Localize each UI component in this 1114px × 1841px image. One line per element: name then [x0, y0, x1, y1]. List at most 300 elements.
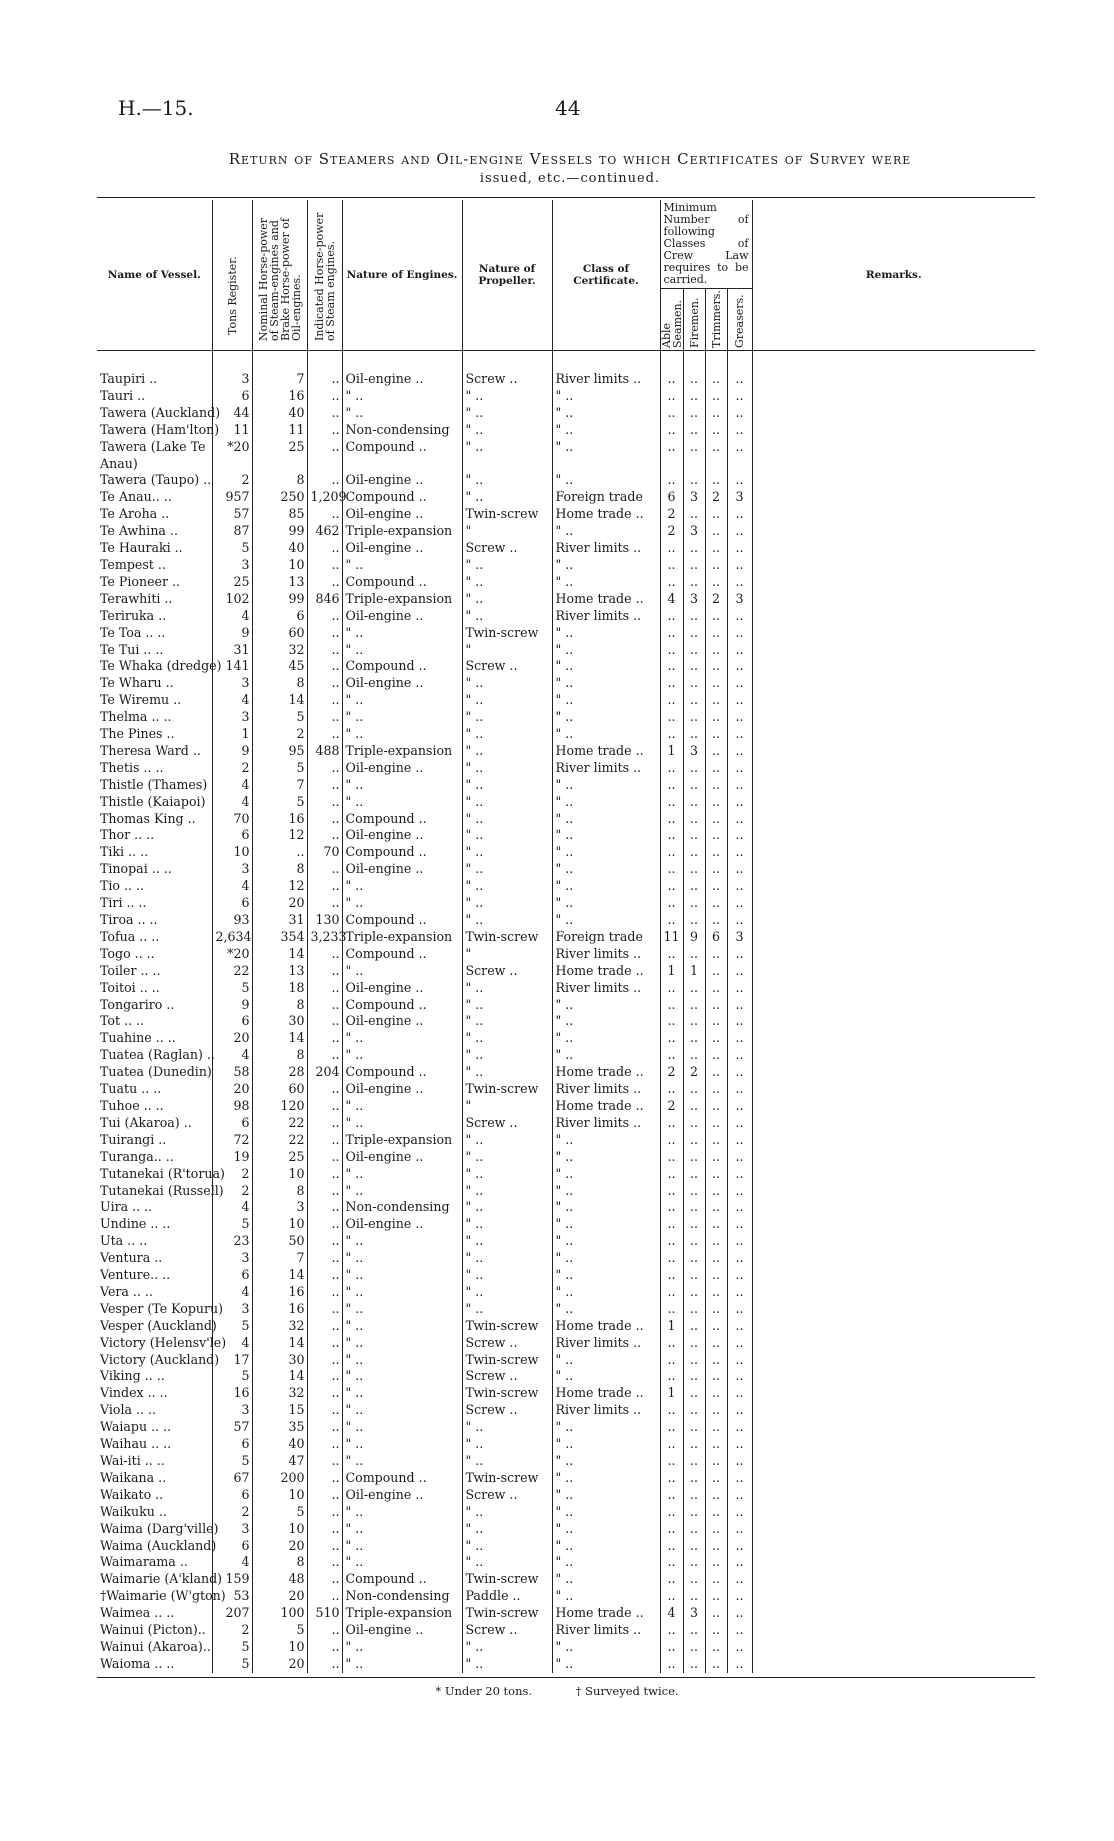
cell-remarks: [752, 1013, 1035, 1030]
cell-vessel-name: Tot .. ..: [97, 1013, 212, 1030]
cell-nature-of-propeller: " ..: [462, 1149, 552, 1166]
cell-firemen: ..: [683, 557, 705, 574]
cell-remarks: [752, 1301, 1035, 1318]
cell-nature-of-engines: " ..: [342, 1554, 462, 1571]
cell-vessel-name: Tawera (Auckland): [97, 405, 212, 422]
cell-nature-of-propeller: " ..: [462, 1132, 552, 1149]
cell-tons-register: 2: [212, 1166, 252, 1183]
cell-nature-of-propeller: " ..: [462, 1453, 552, 1470]
cell-nature-of-propeller: " ..: [462, 422, 552, 439]
cell-firemen: ..: [683, 1521, 705, 1538]
cell-firemen: ..: [683, 1132, 705, 1149]
cell-nature-of-engines: " ..: [342, 1335, 462, 1352]
cell-trimmers: ..: [705, 1098, 727, 1115]
cell-remarks: [752, 506, 1035, 523]
cell-nature-of-engines: " ..: [342, 1538, 462, 1555]
cell-class-of-certificate: " ..: [552, 1453, 660, 1470]
cell-trimmers: ..: [705, 540, 727, 557]
cell-nominal-horse-power: 8: [252, 861, 307, 878]
cell-class-of-certificate: Home trade ..: [552, 743, 660, 760]
cell-nature-of-propeller: " ..: [462, 827, 552, 844]
cell-indicated-horse-power: ..: [307, 1149, 342, 1166]
table-row: [97, 1385, 1035, 1402]
cell-nominal-horse-power: 8: [252, 675, 307, 692]
cell-class-of-certificate: " ..: [552, 557, 660, 574]
cell-firemen: ..: [683, 472, 705, 489]
cell-firemen: ..: [683, 844, 705, 861]
cell-remarks: [752, 1030, 1035, 1047]
cell-indicated-horse-power: ..: [307, 794, 342, 811]
cell-nature-of-engines: " ..: [342, 1318, 462, 1335]
cell-class-of-certificate: " ..: [552, 1301, 660, 1318]
cell-class-of-certificate: " ..: [552, 1199, 660, 1216]
cell-vessel-name: Waimarie (A'kland): [97, 1571, 212, 1588]
cell-firemen: ..: [683, 1335, 705, 1352]
cell-greasers: ..: [727, 1064, 752, 1081]
cell-able-seamen: ..: [660, 1132, 683, 1149]
cell-nature-of-propeller: " ..: [462, 726, 552, 743]
cell-class-of-certificate: Foreign trade: [552, 929, 660, 946]
cell-vessel-name: Tongariro ..: [97, 997, 212, 1014]
cell-nature-of-propeller: " ..: [462, 794, 552, 811]
cell-vessel-name: Tiroa .. ..: [97, 912, 212, 929]
cell-indicated-horse-power: ..: [307, 1132, 342, 1149]
cell-vessel-name: Tuatu .. ..: [97, 1081, 212, 1098]
table-row: [97, 1538, 1035, 1555]
cell-tons-register: 31: [212, 642, 252, 659]
cell-indicated-horse-power: ..: [307, 388, 342, 405]
cell-vessel-name: Tuahine .. ..: [97, 1030, 212, 1047]
table-row: [97, 1470, 1035, 1487]
cell-able-seamen: [660, 456, 683, 473]
cell-class-of-certificate: " ..: [552, 1250, 660, 1267]
cell-vessel-name: Viking .. ..: [97, 1368, 212, 1385]
cell-vessel-name: Tawera (Taupo) ..: [97, 472, 212, 489]
cell-trimmers: ..: [705, 1335, 727, 1352]
cell-firemen: ..: [683, 980, 705, 997]
cell-indicated-horse-power: ..: [307, 1521, 342, 1538]
cell-greasers: ..: [727, 371, 752, 388]
cell-class-of-certificate: " ..: [552, 895, 660, 912]
cell-nature-of-propeller: Twin-screw: [462, 1385, 552, 1402]
cell-able-seamen: ..: [660, 642, 683, 659]
table-row: [97, 1047, 1035, 1064]
cell-class-of-certificate: " ..: [552, 811, 660, 828]
cell-greasers: ..: [727, 1487, 752, 1504]
cell-trimmers: ..: [705, 1166, 727, 1183]
cell-able-seamen: ..: [660, 540, 683, 557]
cell-firemen: ..: [683, 1318, 705, 1335]
cell-nominal-horse-power: 32: [252, 1385, 307, 1402]
cell-nominal-horse-power: 16: [252, 388, 307, 405]
cell-able-seamen: ..: [660, 827, 683, 844]
cell-trimmers: ..: [705, 1047, 727, 1064]
cell-remarks: [752, 1064, 1035, 1081]
cell-vessel-name: Togo .. ..: [97, 946, 212, 963]
cell-remarks: [752, 523, 1035, 540]
cell-nature-of-engines: Oil-engine ..: [342, 675, 462, 692]
cell-trimmers: ..: [705, 1622, 727, 1639]
cell-indicated-horse-power: ..: [307, 1267, 342, 1284]
cell-nature-of-propeller: " ..: [462, 895, 552, 912]
cell-indicated-horse-power: ..: [307, 1622, 342, 1639]
cell-able-seamen: ..: [660, 1622, 683, 1639]
cell-vessel-name: Thistle (Kaiapoi): [97, 794, 212, 811]
cell-able-seamen: ..: [660, 371, 683, 388]
cell-class-of-certificate: " ..: [552, 844, 660, 861]
cell-nature-of-engines: Compound ..: [342, 811, 462, 828]
cell-nature-of-engines: Oil-engine ..: [342, 760, 462, 777]
cell-nature-of-engines: Compound ..: [342, 574, 462, 591]
cell-vessel-name: Te Wiremu ..: [97, 692, 212, 709]
cell-nature-of-propeller: " ..: [462, 878, 552, 895]
cell-able-seamen: ..: [660, 895, 683, 912]
cell-nominal-horse-power: 32: [252, 642, 307, 659]
cell-nature-of-propeller: " ..: [462, 743, 552, 760]
footnote-under-20-tons: * Under 20 tons.: [435, 1684, 533, 1698]
cell-greasers: ..: [727, 1656, 752, 1673]
cell-trimmers: ..: [705, 709, 727, 726]
cell-greasers: ..: [727, 405, 752, 422]
cell-firemen: ..: [683, 1453, 705, 1470]
cell-greasers: ..: [727, 1470, 752, 1487]
cell-tons-register: 53: [212, 1588, 252, 1605]
cell-remarks: [752, 1166, 1035, 1183]
col-header-remarks: Remarks.: [752, 200, 1035, 351]
table-row: [97, 1166, 1035, 1183]
cell-remarks: [752, 675, 1035, 692]
cell-indicated-horse-power: ..: [307, 1081, 342, 1098]
cell-vessel-name: Tuirangi ..: [97, 1132, 212, 1149]
cell-greasers: ..: [727, 963, 752, 980]
cell-greasers: ..: [727, 794, 752, 811]
cell-nature-of-engines: " ..: [342, 1368, 462, 1385]
cell-able-seamen: ..: [660, 1199, 683, 1216]
cell-firemen: ..: [683, 439, 705, 456]
table-row: [97, 827, 1035, 844]
table-row: [97, 743, 1035, 760]
cell-greasers: ..: [727, 827, 752, 844]
cell-nature-of-engines: Compound ..: [342, 946, 462, 963]
cell-vessel-name: Turanga.. ..: [97, 1149, 212, 1166]
cell-vessel-name: Waikana ..: [97, 1470, 212, 1487]
cell-greasers: ..: [727, 844, 752, 861]
cell-firemen: ..: [683, 777, 705, 794]
cell-trimmers: ..: [705, 405, 727, 422]
cell-remarks: [752, 1639, 1035, 1656]
cell-nominal-horse-power: 5: [252, 760, 307, 777]
cell-tons-register: 20: [212, 1081, 252, 1098]
cell-indicated-horse-power: ..: [307, 726, 342, 743]
cell-nature-of-propeller: Screw ..: [462, 1335, 552, 1352]
cell-firemen: ..: [683, 1301, 705, 1318]
col-header-ihp: [307, 200, 342, 351]
page-number: 44: [555, 96, 581, 120]
cell-indicated-horse-power: ..: [307, 642, 342, 659]
cell-tons-register: 159: [212, 1571, 252, 1588]
cell-trimmers: ..: [705, 980, 727, 997]
cell-greasers: ..: [727, 1081, 752, 1098]
cell-firemen: ..: [683, 726, 705, 743]
col-header-trimmers: [705, 289, 727, 351]
cell-class-of-certificate: " ..: [552, 574, 660, 591]
cell-nature-of-propeller: ": [462, 642, 552, 659]
cell-tons-register: 5: [212, 540, 252, 557]
cell-tons-register: 9: [212, 625, 252, 642]
cell-greasers: ..: [727, 709, 752, 726]
cell-nature-of-propeller: Twin-screw: [462, 1081, 552, 1098]
cell-trimmers: ..: [705, 1030, 727, 1047]
cell-class-of-certificate: " ..: [552, 827, 660, 844]
cell-trimmers: ..: [705, 963, 727, 980]
cell-vessel-name: Tio .. ..: [97, 878, 212, 895]
cell-indicated-horse-power: ..: [307, 574, 342, 591]
cell-indicated-horse-power: ..: [307, 1250, 342, 1267]
cell-indicated-horse-power: ..: [307, 1301, 342, 1318]
cell-nature-of-engines: " ..: [342, 1098, 462, 1115]
cell-nominal-horse-power: 8: [252, 1183, 307, 1200]
cell-able-seamen: ..: [660, 1368, 683, 1385]
cell-remarks: [752, 591, 1035, 608]
cell-nominal-horse-power: 28: [252, 1064, 307, 1081]
cell-greasers: ..: [727, 1622, 752, 1639]
table-row: [97, 1487, 1035, 1504]
cell-indicated-horse-power: ..: [307, 980, 342, 997]
cell-remarks: [752, 1267, 1035, 1284]
cell-able-seamen: ..: [660, 1030, 683, 1047]
cell-indicated-horse-power: ..: [307, 997, 342, 1014]
cell-firemen: 1: [683, 963, 705, 980]
cell-nature-of-engines: " ..: [342, 1250, 462, 1267]
table-bottom-rule: [97, 1677, 1035, 1678]
cell-indicated-horse-power: ..: [307, 963, 342, 980]
cell-firemen: ..: [683, 1588, 705, 1605]
cell-nominal-horse-power: 7: [252, 371, 307, 388]
cell-tons-register: 3: [212, 1301, 252, 1318]
cell-indicated-horse-power: ..: [307, 557, 342, 574]
cell-firemen: 3: [683, 743, 705, 760]
table-row: [97, 980, 1035, 997]
cell-firemen: ..: [683, 997, 705, 1014]
cell-firemen: 3: [683, 523, 705, 540]
cell-remarks: [752, 1233, 1035, 1250]
cell-class-of-certificate: " ..: [552, 1233, 660, 1250]
cell-trimmers: ..: [705, 1605, 727, 1622]
cell-tons-register: *20: [212, 946, 252, 963]
cell-nature-of-propeller: " ..: [462, 439, 552, 456]
cell-trimmers: ..: [705, 1571, 727, 1588]
cell-remarks: [752, 1149, 1035, 1166]
cell-nature-of-propeller: " ..: [462, 1436, 552, 1453]
cell-nature-of-engines: Oil-engine ..: [342, 472, 462, 489]
cell-nature-of-propeller: " ..: [462, 760, 552, 777]
cell-trimmers: ..: [705, 1402, 727, 1419]
cell-vessel-name: Wainui (Picton)..: [97, 1622, 212, 1639]
cell-trimmers: ..: [705, 1199, 727, 1216]
cell-tons-register: 4: [212, 1199, 252, 1216]
cell-nature-of-engines: " ..: [342, 895, 462, 912]
cell-indicated-horse-power: ..: [307, 827, 342, 844]
cell-firemen: ..: [683, 371, 705, 388]
cell-nature-of-engines: " ..: [342, 557, 462, 574]
cell-trimmers: ..: [705, 642, 727, 659]
cell-able-seamen: ..: [660, 777, 683, 794]
cell-class-of-certificate: " ..: [552, 1030, 660, 1047]
cell-nature-of-propeller: " ..: [462, 489, 552, 506]
cell-firemen: ..: [683, 1554, 705, 1571]
cell-nominal-horse-power: 7: [252, 777, 307, 794]
cell-greasers: ..: [727, 388, 752, 405]
cell-able-seamen: ..: [660, 1521, 683, 1538]
cell-tons-register: 3: [212, 371, 252, 388]
table-row: [97, 1250, 1035, 1267]
table-row: [97, 946, 1035, 963]
cell-nature-of-engines: Oil-engine ..: [342, 1487, 462, 1504]
cell-able-seamen: ..: [660, 912, 683, 929]
cell-tons-register: 72: [212, 1132, 252, 1149]
cell-remarks: [752, 489, 1035, 506]
cell-nature-of-propeller: " ..: [462, 1064, 552, 1081]
cell-nominal-horse-power: 47: [252, 1453, 307, 1470]
cell-nominal-horse-power: 8: [252, 997, 307, 1014]
cell-nominal-horse-power: 16: [252, 811, 307, 828]
cell-able-seamen: ..: [660, 1335, 683, 1352]
table-row: [97, 608, 1035, 625]
cell-nominal-horse-power: 354: [252, 929, 307, 946]
table-row: [97, 506, 1035, 523]
cell-greasers: ..: [727, 1368, 752, 1385]
cell-firemen: 2: [683, 1064, 705, 1081]
cell-able-seamen: 11: [660, 929, 683, 946]
cell-class-of-certificate: " ..: [552, 422, 660, 439]
cell-trimmers: ..: [705, 472, 727, 489]
table-row: [97, 658, 1035, 675]
cell-nominal-horse-power: 13: [252, 574, 307, 591]
cell-able-seamen: ..: [660, 760, 683, 777]
cell-remarks: [752, 1250, 1035, 1267]
cell-nominal-horse-power: 3: [252, 1199, 307, 1216]
cell-tons-register: 6: [212, 895, 252, 912]
cell-nature-of-propeller: [462, 456, 552, 473]
cell-remarks: [752, 1605, 1035, 1622]
cell-class-of-certificate: " ..: [552, 861, 660, 878]
cell-remarks: [752, 1521, 1035, 1538]
cell-vessel-name: The Pines ..: [97, 726, 212, 743]
cell-trimmers: ..: [705, 1639, 727, 1656]
cell-able-seamen: ..: [660, 1233, 683, 1250]
cell-greasers: ..: [727, 1250, 752, 1267]
cell-indicated-horse-power: ..: [307, 608, 342, 625]
cell-nature-of-propeller: " ..: [462, 1183, 552, 1200]
cell-vessel-name: Te Hauraki ..: [97, 540, 212, 557]
cell-tons-register: 9: [212, 997, 252, 1014]
cell-vessel-name: Waikato ..: [97, 1487, 212, 1504]
cell-nature-of-propeller: " ..: [462, 1554, 552, 1571]
cell-firemen: ..: [683, 1166, 705, 1183]
cell-remarks: [752, 1453, 1035, 1470]
cell-nature-of-engines: " ..: [342, 726, 462, 743]
cell-trimmers: 6: [705, 929, 727, 946]
col-header-greasers: [727, 289, 752, 351]
table-row: [97, 1030, 1035, 1047]
cell-tons-register: 141: [212, 658, 252, 675]
cell-vessel-name: Uira .. ..: [97, 1199, 212, 1216]
cell-vessel-name: Tauri ..: [97, 388, 212, 405]
table-row: [97, 1081, 1035, 1098]
cell-remarks: [752, 1436, 1035, 1453]
cell-nominal-horse-power: 8: [252, 472, 307, 489]
cell-remarks: [752, 794, 1035, 811]
cell-nature-of-propeller: Twin-screw: [462, 1605, 552, 1622]
cell-nature-of-engines: Oil-engine ..: [342, 980, 462, 997]
cell-class-of-certificate: " ..: [552, 472, 660, 489]
cell-nature-of-engines: Non-condensing: [342, 1588, 462, 1605]
cell-able-seamen: ..: [660, 878, 683, 895]
cell-firemen: 3: [683, 489, 705, 506]
cell-class-of-certificate: " ..: [552, 1013, 660, 1030]
cell-greasers: ..: [727, 625, 752, 642]
cell-nature-of-propeller: " ..: [462, 1284, 552, 1301]
cell-tons-register: 44: [212, 405, 252, 422]
cell-greasers: ..: [727, 1132, 752, 1149]
cell-able-seamen: ..: [660, 1402, 683, 1419]
cell-greasers: ..: [727, 997, 752, 1014]
cell-nature-of-propeller: " ..: [462, 1504, 552, 1521]
cell-vessel-name: Tutanekai (R'torua): [97, 1166, 212, 1183]
cell-tons-register: 3: [212, 1402, 252, 1419]
cell-vessel-name: Te Tui .. ..: [97, 642, 212, 659]
cell-greasers: ..: [727, 1538, 752, 1555]
cell-class-of-certificate: " ..: [552, 878, 660, 895]
cell-greasers: ..: [727, 642, 752, 659]
cell-class-of-certificate: River limits ..: [552, 1402, 660, 1419]
cell-trimmers: 2: [705, 489, 727, 506]
cell-tons-register: 957: [212, 489, 252, 506]
cell-vessel-name: Tiri .. ..: [97, 895, 212, 912]
cell-nominal-horse-power: 20: [252, 1538, 307, 1555]
cell-tons-register: 19: [212, 1149, 252, 1166]
cell-indicated-horse-power: ..: [307, 1115, 342, 1132]
cell-nature-of-propeller: ": [462, 523, 552, 540]
cell-indicated-horse-power: 130: [307, 912, 342, 929]
cell-vessel-name: Taupiri ..: [97, 371, 212, 388]
cell-firemen: ..: [683, 1639, 705, 1656]
cell-nominal-horse-power: ..: [252, 844, 307, 861]
table-row: [97, 422, 1035, 439]
cell-firemen: ..: [683, 1571, 705, 1588]
cell-tons-register: 9: [212, 743, 252, 760]
cell-class-of-certificate: Home trade ..: [552, 1605, 660, 1622]
cell-vessel-name: Waikuku ..: [97, 1504, 212, 1521]
cell-class-of-certificate: " ..: [552, 692, 660, 709]
cell-nature-of-engines: Triple-expansion: [342, 929, 462, 946]
table-row: [97, 1622, 1035, 1639]
cell-greasers: ..: [727, 1301, 752, 1318]
cell-firemen: ..: [683, 1216, 705, 1233]
cell-able-seamen: ..: [660, 1115, 683, 1132]
cell-firemen: ..: [683, 1504, 705, 1521]
cell-nature-of-engines: Triple-expansion: [342, 591, 462, 608]
table-row: [97, 1216, 1035, 1233]
cell-able-seamen: ..: [660, 1081, 683, 1098]
cell-nature-of-engines: " ..: [342, 878, 462, 895]
cell-nature-of-propeller: " ..: [462, 1199, 552, 1216]
table-row: [97, 1436, 1035, 1453]
cell-indicated-horse-power: ..: [307, 658, 342, 675]
cell-indicated-horse-power: ..: [307, 1098, 342, 1115]
cell-firemen: ..: [683, 1402, 705, 1419]
table-row: [97, 1588, 1035, 1605]
